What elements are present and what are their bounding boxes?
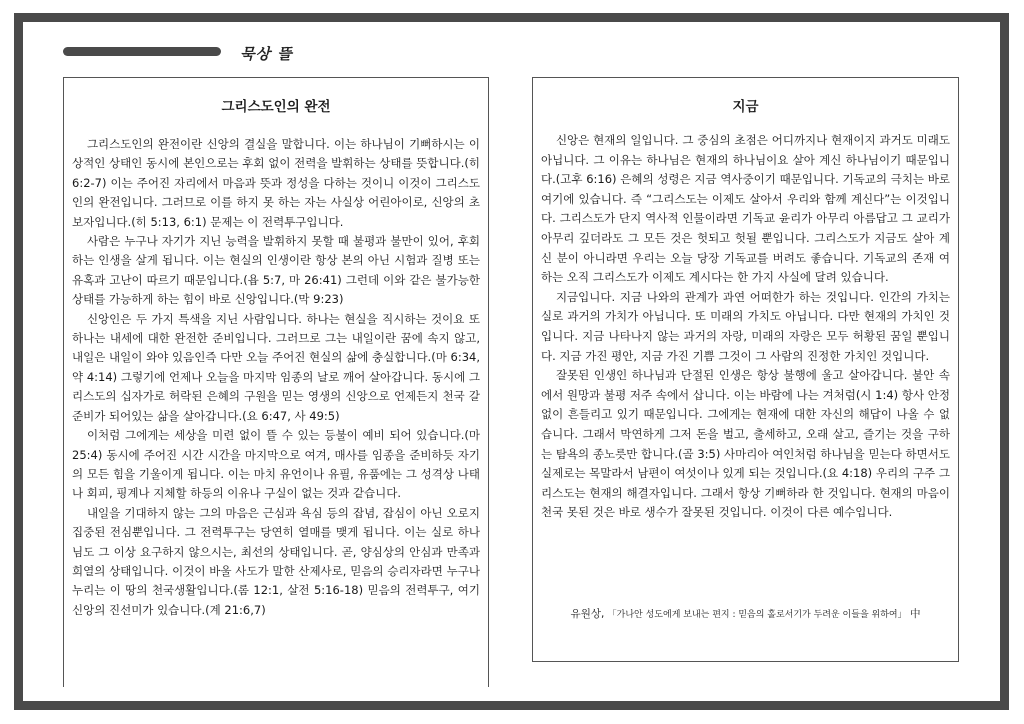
source-author: 유원상, xyxy=(570,608,605,620)
source-citation xyxy=(533,606,958,621)
paragraph: 신앙은 현재의 일입니다. 그 중심의 초점은 어디까지나 현재이지 과거도 미래도 아닙니다. 그 이유는 하나님은 현재의 하나님이요 살아 계신 하나님이기 때문입니다.(고후 6:16) 은혜의 성령은 지금 역사중이기 때문입니다. 기독교의 극치는 바로 여기에 있습니다. 즉 “그리스도는 이제도 살아서 우리와 함께 계신다”는 이것입니다. 그리스도가 단지 역사적 인물이라면 기독교 윤리가 아무리 아름답고 그 교리가 아무리 깊더라도 그 모든 것은 헛되고 헛될 뿐입니다. 그리스도가 지금도 살아 계신 분이 아니라면 우리는 오늘 당장 기독교를 버려도 좋습니다. 기독교의 존재 여하는 오직 그리스도가 이제도 계시다는 한 가지 사실에 달려 있습니다. xyxy=(541,133,950,285)
source-title: 「가나안 성도에게 보내는 편지 : 믿음의 홀로서기가 두려운 이들을 위하여」 xyxy=(607,610,907,620)
right-article-body xyxy=(541,131,950,523)
paragraph: 지금입니다. 지금 나와의 관계가 과연 어떠한가 하는 것입니다. 인간의 가치는 실로 과거의 가치가 아닙니다. 또 미래의 가치도 아닙니다. 다만 현재의 가치인 것입니다. 지금 나타나지 않는 과거의 자랑, 미래의 자랑은 모두 허황된 꿈일 뿐입니다. 지금 가진 평안, 지금 가진 기쁨 그것이 그 사람의 진정한 가치인 것입니다. xyxy=(541,289,950,363)
paragraph: 그리스도인의 완전이란 신앙의 결실을 말합니다. 이는 하나님이 기뻐하시는 이상적인 상태인 동시에 본인으로는 후회 없이 전력을 발휘하는 상태를 뜻합니다.(히 6:2-7) 이는 주어진 자리에서 마음과 뜻과 정성을 다하는 것이니 이것이 그리스도인의 완전입니다. 그러므로 이를 하지 못 하는 자는 사실상 어린아이로, 신앙의 초보자입니다.(히 5:13, 6:1) 문제는 이 전력투구입니다. xyxy=(72,137,480,229)
right-article-title: 지금 xyxy=(732,99,759,115)
right-article xyxy=(532,77,959,662)
left-article-title: 그리스도인의 완전 xyxy=(221,99,331,115)
source-suffix: 中 xyxy=(909,608,921,620)
paragraph: 사람은 누구나 자기가 지닌 능력을 발휘하지 못할 때 불평과 불만이 있어, 후회하는 인생을 살게 됩니다. 이는 현실의 인생이란 항상 본의 아닌 시험과 질병 또는 유혹과 고난이 따르기 때문입니다.(욥 5:7, 마 26:41) 그런데 이와 같은 불가능한 상태를 가능하게 하는 힘이 바로 신앙입니다.(막 9:23) xyxy=(72,234,480,307)
left-article xyxy=(63,77,489,687)
paragraph: 신앙인은 두 가지 특색을 지닌 사람입니다. 하나는 현실을 직시하는 것이요 또 하나는 내세에 대한 완전한 준비입니다. 그러므로 그는 내일이란 꿈에 속지 않고, 내일은 내일이 와야 있음인즉 다만 오늘 주어진 현실의 삶에 충실합니다.(마 6:34, 약 4:14) 그렇기에 언제나 오늘을 마지막 임종의 날로 깨어 살아갑니다. 동시에 그리스도의 십자가로 허락된 은혜의 구원을 믿는 영생의 신앙으로 언제든지 천국 갈 준비가 되어있는 삶을 살아갑니다.(요 6:47, 사 49:5) xyxy=(72,311,480,423)
left-article-body xyxy=(72,135,480,620)
paragraph: 이처럼 그에게는 세상을 미련 없이 뜰 수 있는 등불이 예비 되어 있습니다.(마 25:4) 동시에 주어진 시간 시간을 마지막으로 여겨, 매사를 임종을 준비하듯 자기의 모든 힘을 기울이게 됩니다. 이는 마치 유언이나 유필, 유품에는 그 성격상 나태나 회피, 핑계나 지체할 하등의 이유나 구실이 없는 것과 같습니다. xyxy=(72,428,480,501)
paragraph: 내일을 기대하지 않는 그의 마음은 근심과 욕심 등의 잡념, 잡심이 아닌 오로지 집중된 전심뿐입니다. 그 전력투구는 당연히 열매를 맺게 됩니다. 이는 실로 하나님도 그 이상 요구하지 않으시는, 최선의 상태입니다. 곧, 양심상의 안심과 만족과 희열의 상태입니다. 이것이 바울 사도가 말한 산제사로, 믿음의 승리자라면 누구나 누리는 이 땅의 천국생활입니다.(롬 12:1, 살전 5:16-18) 믿음의 전력투구, 여기 신앙의 진선미가 있습니다.(계 21:6,7) xyxy=(72,505,480,617)
header-bar xyxy=(63,47,221,56)
header-label: 묵상 뜰 xyxy=(240,45,293,63)
paragraph: 잘못된 인생인 하나님과 단절된 인생은 항상 불행에 울고 살아갑니다. 불안 속에서 원망과 불평 저주 속에서 삽니다. 이는 바람에 나는 겨처럼(시 1:4) 항사 안정 없이 흔들리고 있기 때문입니다. 그에게는 현재에 대한 자신의 해답이 나올 수 없습니다. 그래서 막연하게 그저 돈을 벌고, 출세하고, 오래 살고, 즐기는 것을 구하는 탐욕의 종노릇만 합니다.(골 3:5) 사마리아 여인처럼 하나님을 믿는다 하면서도 실제로는 목말라서 남편이 여섯이나 있게 되는 것입니다.(요 4:18) 우리의 구주 그리스도는 현재의 해결자입니다. 그래서 항상 기뻐하라 한 것입니다. 현재의 마음이 천국 못된 것은 바로 생수가 잘못된 것입니다. 이것이 다른 예수입니다. xyxy=(541,368,950,520)
